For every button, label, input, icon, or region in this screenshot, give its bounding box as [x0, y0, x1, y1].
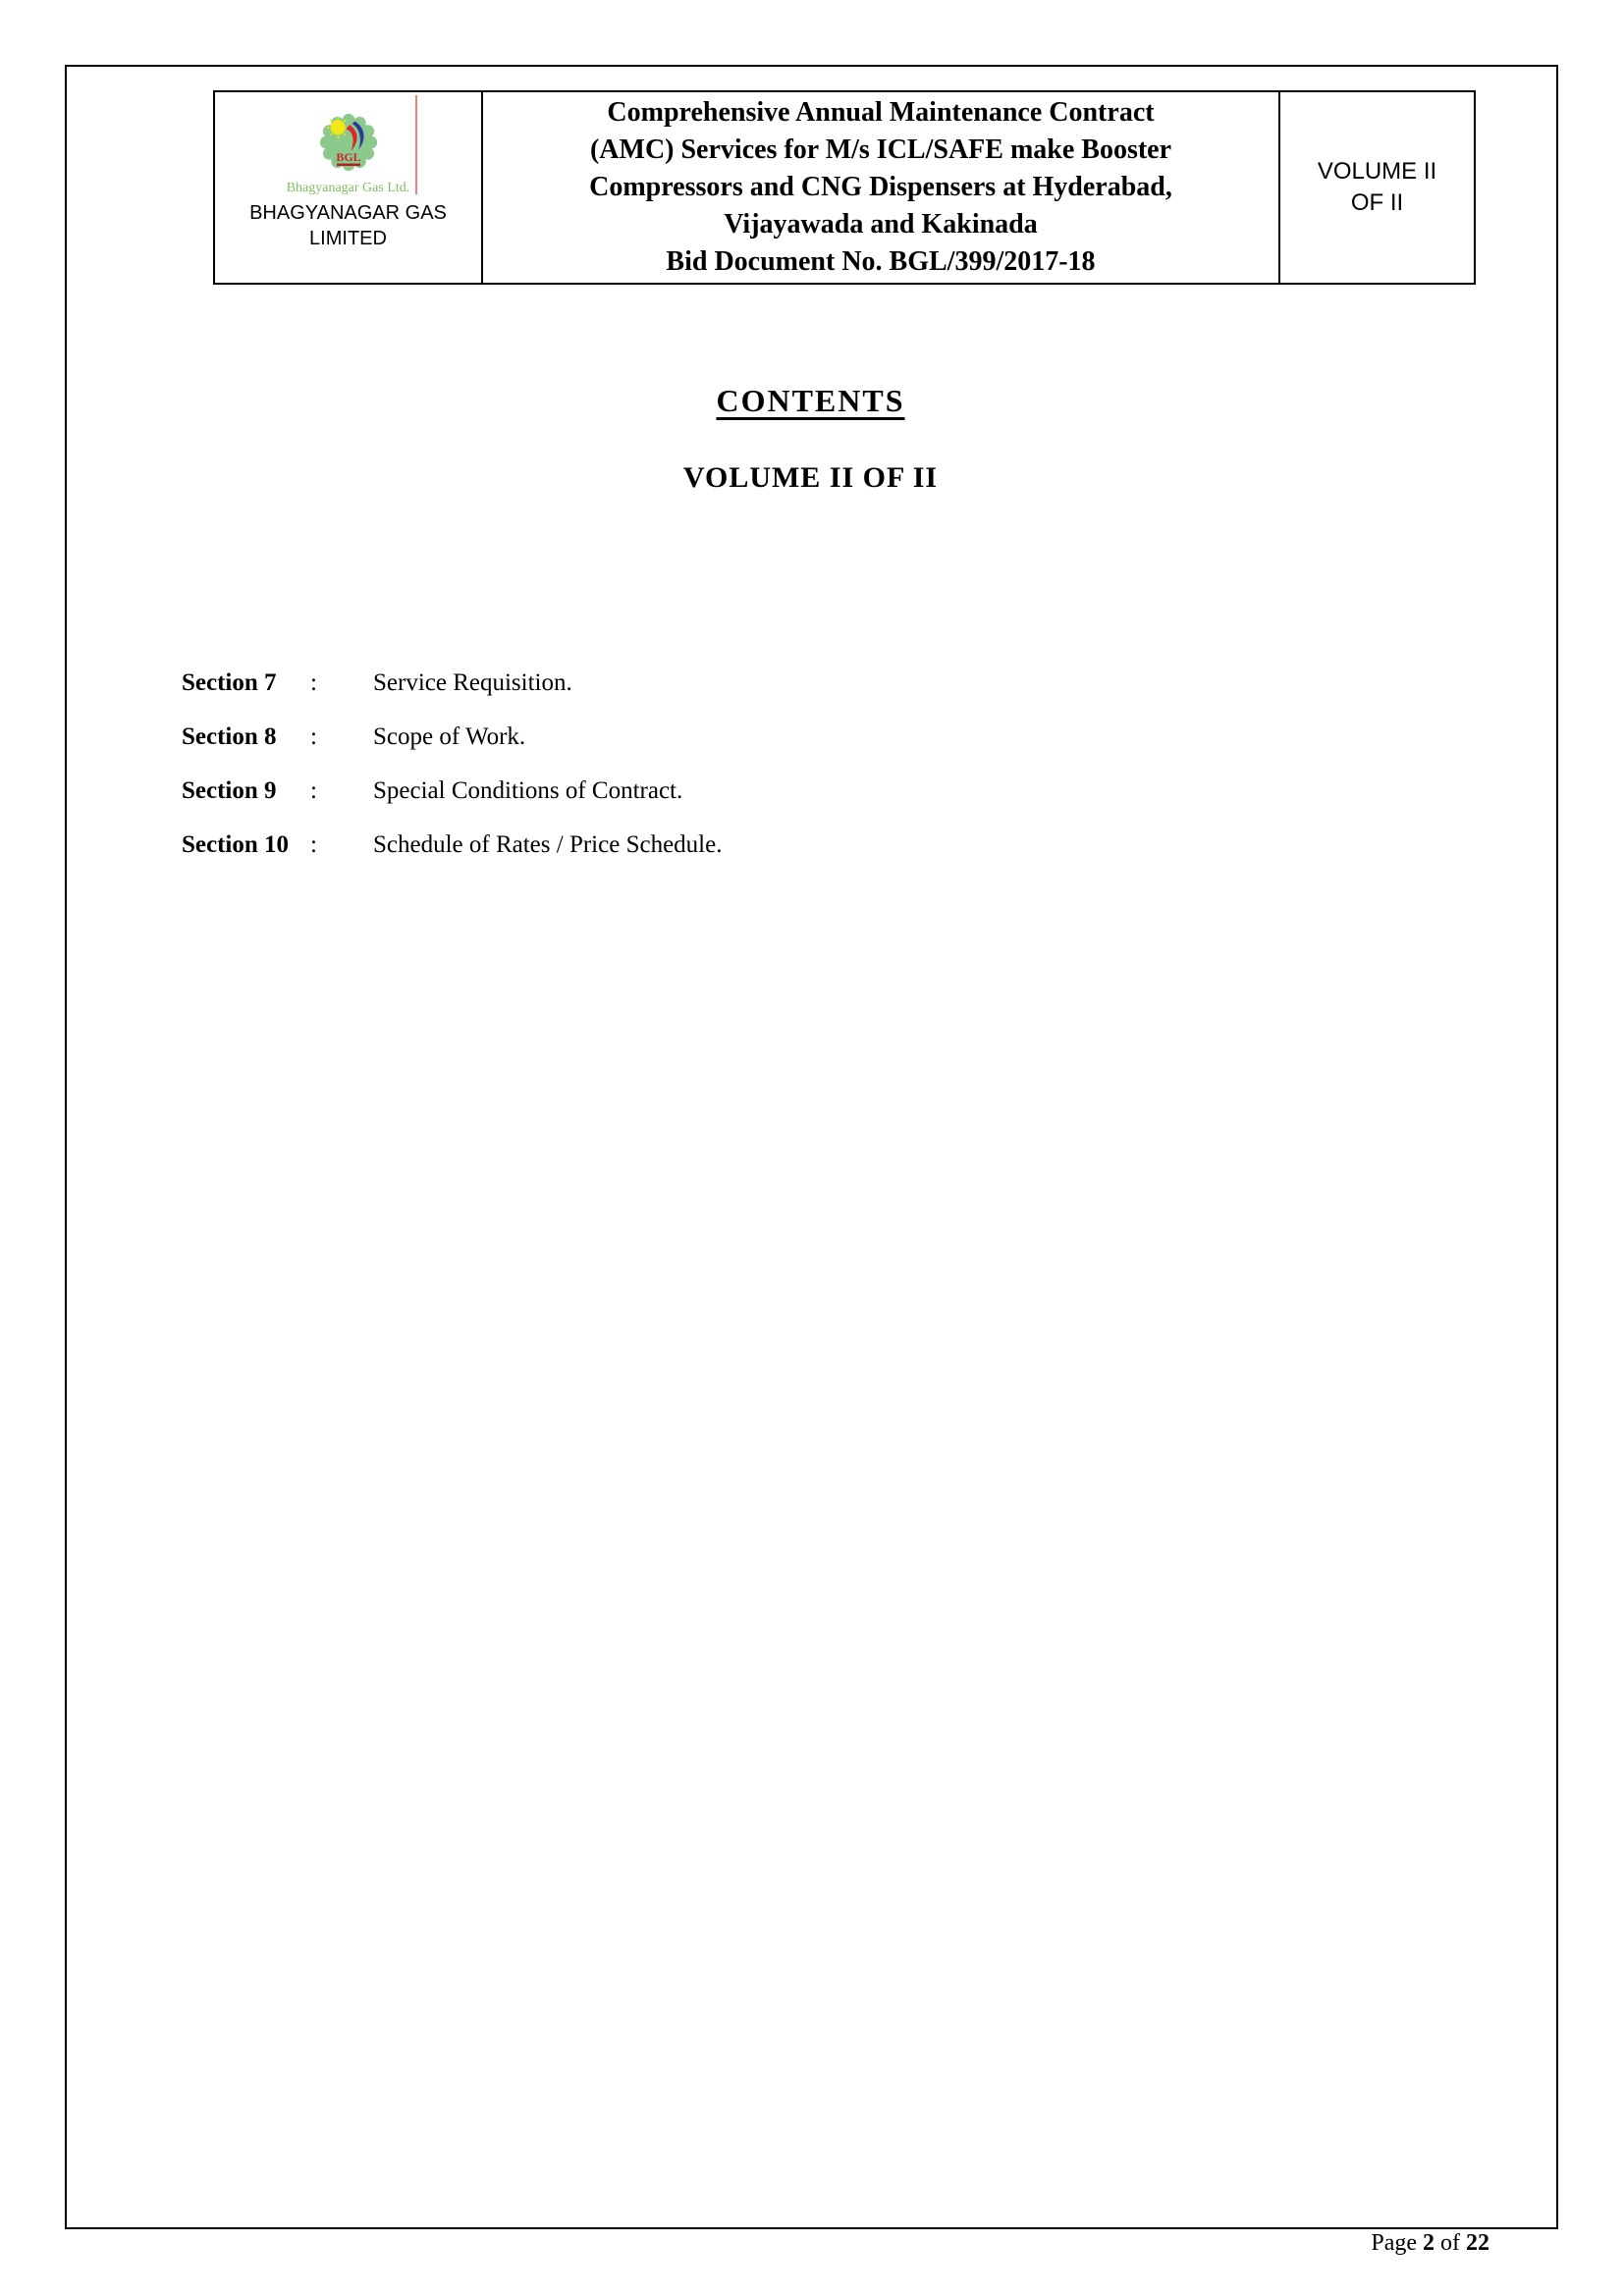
section-title: Schedule of Rates / Price Schedule. [373, 831, 723, 858]
bgl-badge-text: BGL [335, 150, 361, 164]
bgl-logo-icon [311, 105, 386, 180]
logo-divider-line [415, 95, 417, 194]
toc-row [182, 710, 722, 764]
section-title: Special Conditions of Contract. [373, 777, 683, 804]
table-of-contents [182, 656, 722, 872]
section-separator: : [310, 723, 317, 750]
header-title-line: Vijayawada and Kakinada [724, 209, 1038, 240]
section-label: Section 10 [182, 831, 290, 858]
company-name: BHAGYANAGAR GAS LIMITED [249, 202, 447, 249]
volume-label-line: VOLUME II [1317, 158, 1437, 185]
section-label: Section 9 [182, 777, 277, 804]
volume-cell [1280, 92, 1474, 283]
volume-label-line: OF II [1350, 189, 1404, 216]
header-title-line: Bid Document No. BGL/399/2017-18 [666, 246, 1096, 277]
section-label: Section 8 [182, 723, 277, 750]
header-title-line: (AMC) Services for M/s ICL/SAFE make Booster [589, 134, 1172, 165]
bgl-underline [336, 164, 359, 167]
page-current: 2 [1423, 2230, 1435, 2256]
section-separator: : [310, 669, 317, 696]
header-title-line: Comprehensive Annual Maintenance Contract [607, 97, 1155, 128]
section-separator: : [310, 777, 317, 804]
contents-heading: CONTENTS [716, 383, 905, 418]
logo-caption: Bhagyanagar Gas Ltd. [286, 181, 410, 195]
header-title-line: Compressors and CNG Dispensers at Hyderabad, [589, 172, 1172, 202]
sun-icon [330, 120, 345, 134]
page-word: Page [1371, 2230, 1417, 2256]
document-header [213, 90, 1476, 285]
toc-row [182, 818, 722, 872]
page-number [1371, 2230, 1489, 2257]
of-word: of [1440, 2230, 1460, 2256]
title-cell [483, 92, 1280, 283]
section-title: Service Requisition. [373, 669, 572, 696]
section-title: Scope of Work. [373, 723, 526, 750]
page-total: 22 [1466, 2230, 1489, 2256]
section-label: Section 7 [182, 669, 277, 696]
toc-row [182, 764, 722, 818]
section-separator: : [310, 831, 317, 858]
contents-subheading: VOLUME II OF II [682, 461, 939, 494]
logo-cell [215, 92, 483, 283]
toc-row [182, 656, 722, 710]
